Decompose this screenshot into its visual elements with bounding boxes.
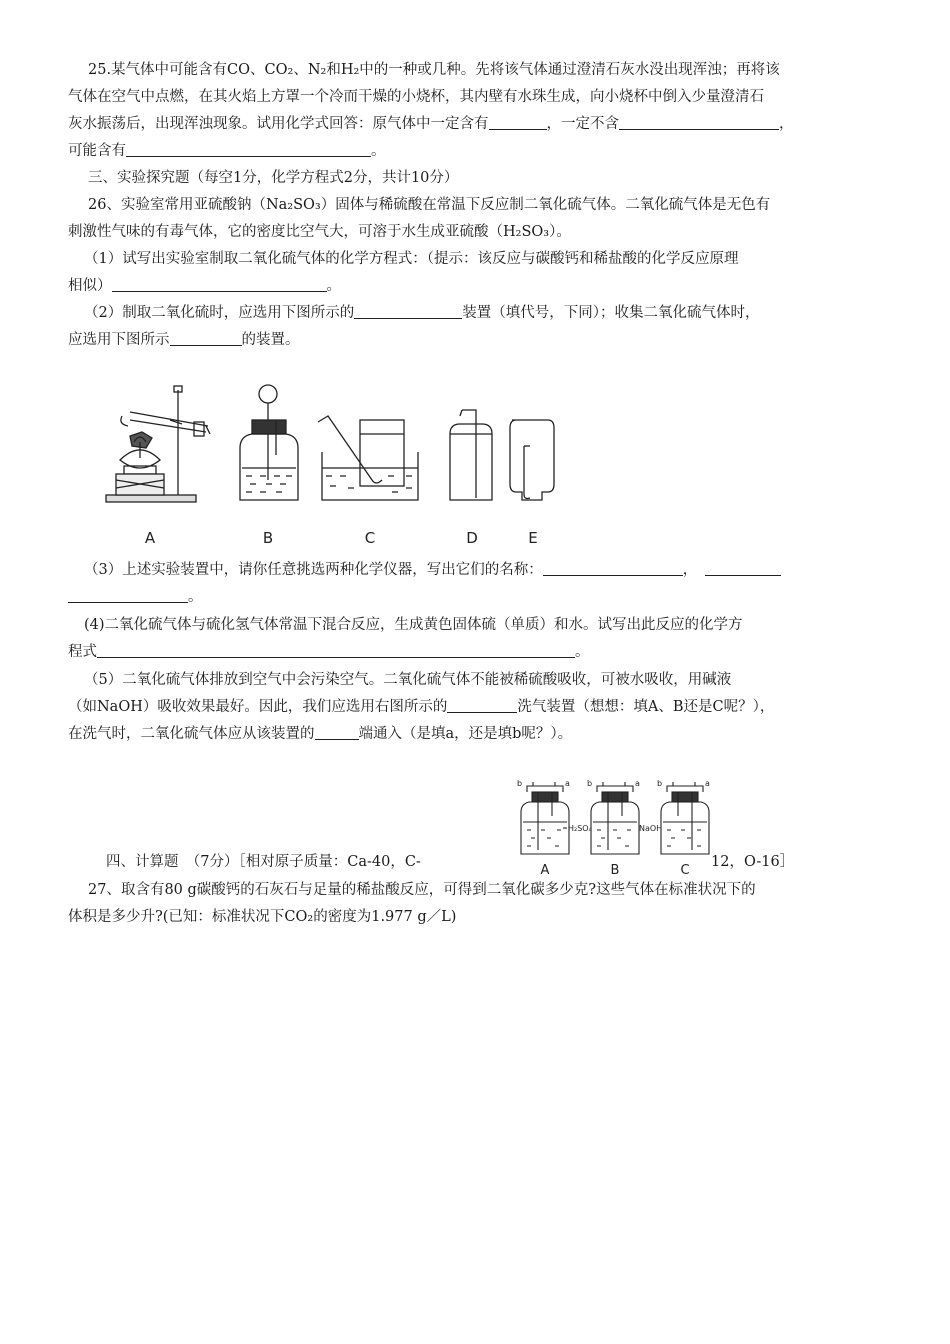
section4-title-b [711,852,883,872]
q26-blank-equation-2[interactable] [97,642,575,658]
bottle-label-b: B [610,863,620,878]
q27-line-1 [88,880,903,900]
port-b-a: b [517,779,523,788]
q26-part5-line-3 [68,724,883,744]
port-a-a: a [565,779,570,788]
port-a-c: a [705,779,710,788]
apparatus-d-icon [450,410,492,500]
section3-title-text: 三、实验探究题（每空1分，化学方程式2分，共计10分） [88,170,459,186]
section4-title-text-b: 12，O-16］ [711,854,795,870]
q25-line-3 [68,114,883,134]
apparatus-label-e: E [528,529,538,547]
q26-intro-text-1: 26、实验室常用亚硫酸钠（Na₂SO₃）固体与稀硫酸在常温下反应制二氧化硫气体。二氧化硫气体是无色有 [88,197,771,213]
q26-blank-equation-1[interactable] [112,276,327,292]
q26-part3-line-2 [68,587,883,607]
q26-part5-text-d: 在洗气时，二氧化硫气体应从该装置的 [68,726,315,742]
q26-intro-text-2: 刺激性气味的有毒气体，它的密度比空气大，可溶于水生成亚硫酸（H₂SO₃）。 [68,224,571,240]
q26-part3-line-1 [84,560,899,580]
q25-text-4b: 。 [371,143,386,159]
q26-blank-instrument-2b[interactable] [68,587,188,603]
apparatus-label-a: A [144,529,156,547]
q26-part5-line-2 [68,697,883,717]
q26-part5-text-e: 端通入（是填a，还是填b呢？）。 [358,726,573,742]
liquid-label-h2so4: H₂SO₄ [568,824,592,833]
q27-line-2 [68,907,883,927]
bottle-label-c: C [680,863,690,878]
apparatus-figure [100,380,570,550]
q26-part1-text-c: 。 [326,278,341,294]
apparatus-c-icon [318,416,418,500]
q26-intro-1 [88,195,903,215]
q26-blank-inlet[interactable] [315,724,359,740]
q26-blank-washer[interactable] [447,697,517,713]
port-b-b: b [587,779,593,788]
q25-blank-possible[interactable] [126,141,371,157]
q25-blank-contains[interactable] [489,114,547,130]
q26-blank-instrument-1[interactable] [543,560,683,576]
q26-part4-text-c: 。 [575,644,590,660]
q26-part1-text-a: （1）试写出实验室制取二氧化硫气体的化学方程式：（提示：该反应与碳酸钙和稀盐酸的化学反应原理 [84,251,739,267]
q25-text-3c: ， [779,116,794,132]
q25-text-2: 气体在空气中点燃，在其火焰上方罩一个冷而干燥的小烧杯，其内壁有水珠生成，向小烧杯中倒入少量澄清石 [68,89,764,105]
q27-text-2: 体积是多少升?(已知：标准状况下CO₂的密度为1.977 g／L) [68,909,457,925]
q25-text-1: 25.某气体中可能含有CO、CO₂、N₂和H₂中的一种或几种。先将该气体通过澄清石灰水没出现浑浊；再将该 [88,62,780,78]
q26-part4-line-1 [84,615,899,635]
q25-text-3b: ，一定不含 [546,116,619,132]
wash-bottle-a-icon [521,782,569,854]
q26-part5-text-b: （如NaOH）吸收效果最好。因此，我们应选用右图所示的 [68,699,448,715]
apparatus-b-icon [240,385,298,500]
q26-part5-line-1 [84,670,899,690]
q26-part1-line-2 [68,276,883,296]
q26-blank-generator[interactable] [354,303,462,319]
port-a-b: a [635,779,640,788]
q26-part3-text-b: ， [682,562,698,578]
bottle-label-a: A [540,863,550,878]
q25-line-4 [68,141,883,161]
q26-part2-text-c: 应选用下图所示 [68,332,170,348]
q26-part5-text-a: （5）二氧化硫气体排放到空气中会污染空气。二氧化硫气体不能被稀硫酸吸收，可被水吸收，用碱液 [84,672,732,688]
liquid-label-naoh: NaOH [639,824,663,833]
q25-line-1 [88,60,903,80]
q26-part2-line-2 [68,330,883,350]
port-b-c: b [657,779,663,788]
q26-part3-text-c: 。 [188,589,203,605]
apparatus-label-b: B [262,529,274,547]
q26-part3-text-a: （3）上述实验装置中，请你任意挑选两种化学仪器，写出它们的名称： [84,562,543,578]
q26-part1-line-1 [84,249,899,269]
q26-part2-text-d: 的装置。 [241,332,300,348]
q26-part4-text-b: 程式 [68,644,97,660]
section3-title [88,168,903,188]
q26-part1-text-b: 相似） [68,278,112,294]
wash-bottle-c-icon [661,782,709,854]
q26-part4-line-2 [68,642,883,662]
q26-part5-text-c: 洗气装置（想想：填A、B还是C呢？）， [517,699,775,715]
q25-text-4a: 可能含有 [68,143,126,159]
section4-title-text-a: 四、计算题 （7分）［相对原子质量：Ca-40，C- [106,854,421,870]
q25-blank-excludes[interactable] [619,114,779,130]
q26-part2-text-b: 装置（填代号，下同）；收集二氧化硫气体时， [462,305,760,321]
apparatus-label-d: D [466,529,478,547]
q26-part2-text-a: （2）制取二氧化硫时，应选用下图所示的 [84,305,355,321]
wash-bottle-b-icon [591,782,639,854]
q25-text-3a: 灰水振荡后，出现浑浊现象。试用化学式回答：原气体中一定含有 [68,116,489,132]
apparatus-e-icon [510,420,554,500]
apparatus-a-icon [106,386,210,502]
q25-line-2 [68,87,883,107]
q26-part2-line-1 [84,303,899,323]
q26-part4-text-a: (4)二氧化硫气体与硫化氢气体常温下混合反应，生成黄色固体硫（单质）和水。试写出此反应的化学方 [84,617,743,633]
apparatus-label-c: C [364,529,376,547]
q27-text-1: 27、取含有80 g碳酸钙的石灰石与足量的稀盐酸反应，可得到二氧化碳多少克?这些气体在标准状况下的 [88,882,756,898]
q26-intro-2 [68,222,883,242]
q26-blank-instrument-2a[interactable] [705,560,781,576]
q26-blank-collector[interactable] [170,330,242,346]
